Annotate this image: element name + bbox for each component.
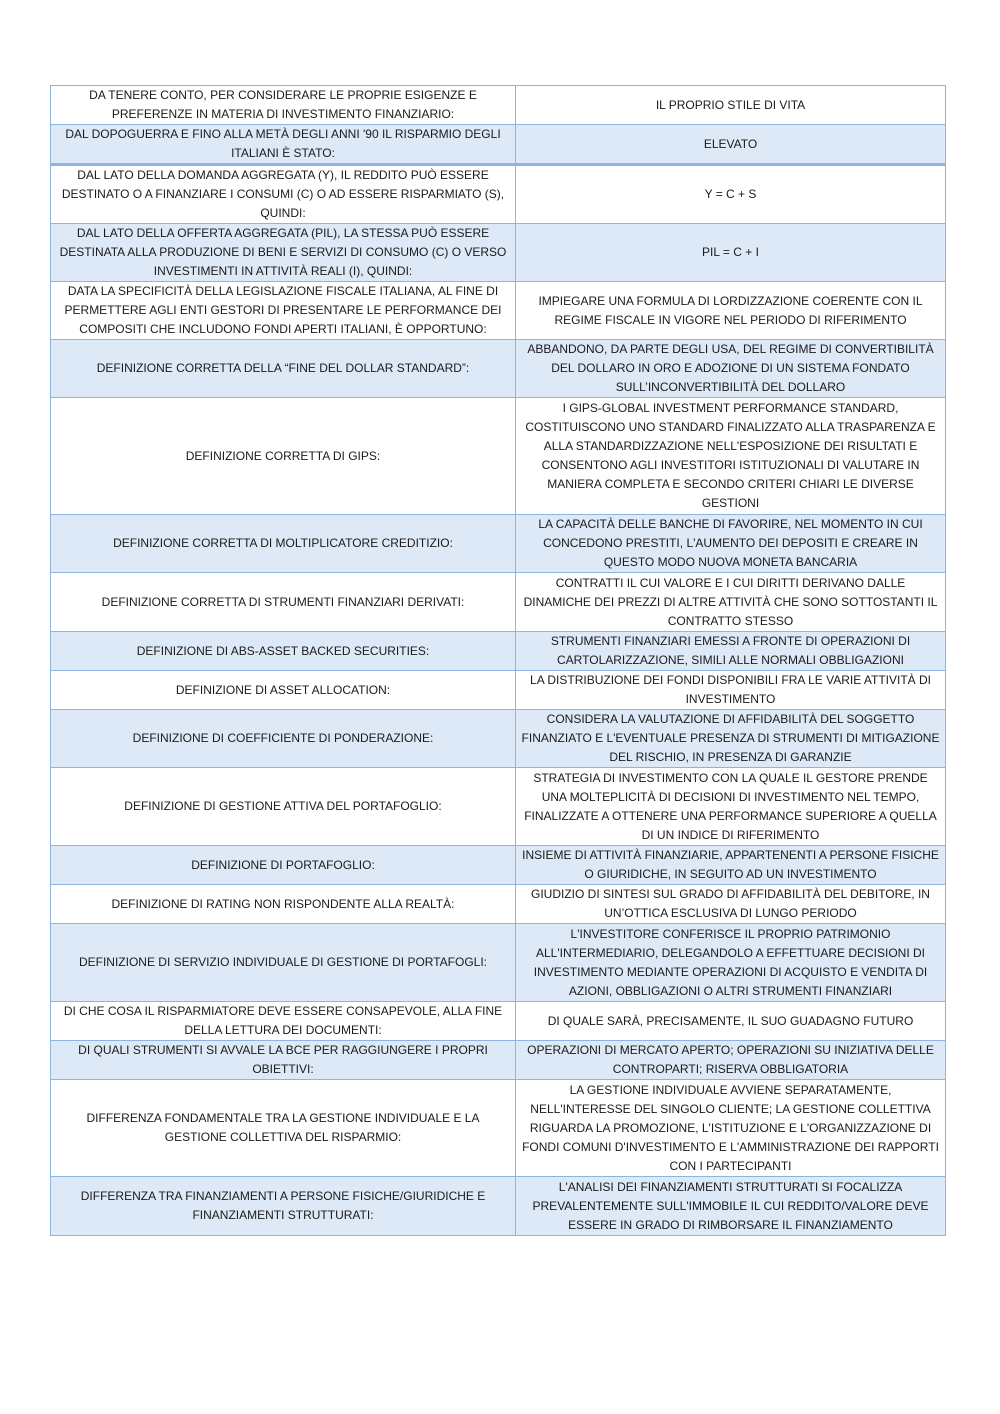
table-row <box>51 632 946 671</box>
question-cell: DEFINIZIONE CORRETTA DI MOLTIPLICATORE CREDITIZIO: <box>51 515 516 573</box>
table-row <box>51 224 946 282</box>
answer-cell: DI QUALE SARÀ, PRECISAMENTE, IL SUO GUADAGNO FUTURO <box>516 1002 946 1041</box>
table-row <box>51 125 946 165</box>
answer-cell: STRUMENTI FINANZIARI EMESSI A FRONTE DI OPERAZIONI DI CARTOLARIZZAZIONE, SIMILI ALLE NORMALI OBBLIGAZIONI <box>516 632 946 671</box>
answer-cell: LA GESTIONE INDIVIDUALE AVVIENE SEPARATAMENTE, NELL'INTERESSE DEL SINGOLO CLIENTE; LA GESTIONE COLLETTIVA RIGUARDA LA PROMOZIONE, L'ISTITUZIONE E L'ORGANIZZAZIONE DI FONDI COMUNI D'INVESTIMENTO E L'AMMINISTRAZIONE DEI RAPPORTI CON I PARTECIPANTI <box>516 1080 946 1177</box>
table-row <box>51 768 946 846</box>
answer-cell: L'ANALISI DEI FINANZIAMENTI STRUTTURATI SI FOCALIZZA PREVALENTEMENTE SULL'IMMOBILE IL CUI REDDITO/VALORE DEVE ESSERE IN GRADO DI RIMBORSARE IL FINANZIAMENTO <box>516 1177 946 1236</box>
question-cell: DEFINIZIONE CORRETTA DELLA “FINE DEL DOLLAR STANDARD”: <box>51 340 516 398</box>
question-cell: DEFINIZIONE DI PORTAFOGLIO: <box>51 846 516 885</box>
answer-cell: PIL = C + I <box>516 224 946 282</box>
answer-cell: LA DISTRIBUZIONE DEI FONDI DISPONIBILI FRA LE VARIE ATTIVITÀ DI INVESTIMENTO <box>516 671 946 710</box>
question-cell: DAL LATO DELLA OFFERTA AGGREGATA (PIL), LA STESSA PUÒ ESSERE DESTINATA ALLA PRODUZIONE DI BENI E SERVIZI DI CONSUMO (C) O VERSO INVESTIMENTI IN ATTIVITÀ REALI (I), QUINDI: <box>51 224 516 282</box>
table-row <box>51 885 946 924</box>
table-row <box>51 340 946 398</box>
question-cell: DEFINIZIONE DI ASSET ALLOCATION: <box>51 671 516 710</box>
table-row <box>51 671 946 710</box>
answer-cell: Y = C + S <box>516 165 946 224</box>
answer-cell: LA CAPACITÀ DELLE BANCHE DI FAVORIRE, NEL MOMENTO IN CUI CONCEDONO PRESTITI, L'AUMENTO DEI DEPOSITI E CREARE IN QUESTO MODO NUOVA MONETA BANCARIA <box>516 515 946 573</box>
question-cell: DI CHE COSA IL RISPARMIATORE DEVE ESSERE CONSAPEVOLE, ALLA FINE DELLA LETTURA DEI DOCUMENTI: <box>51 1002 516 1041</box>
answer-cell: ABBANDONO, DA PARTE DEGLI USA, DEL REGIME DI CONVERTIBILITÀ DEL DOLLARO IN ORO E ADOZIONE DI UN SISTEMA FONDATO SULL’INCONVERTIBILITÀ DEL DOLLARO <box>516 340 946 398</box>
question-cell: DI QUALI STRUMENTI SI AVVALE LA BCE PER RAGGIUNGERE I PROPRI OBIETTIVI: <box>51 1041 516 1080</box>
table-row <box>51 165 946 224</box>
answer-cell: IL PROPRIO STILE DI VITA <box>516 86 946 125</box>
question-cell: DIFFERENZA TRA FINANZIAMENTI A PERSONE FISICHE/GIURIDICHE E FINANZIAMENTI STRUTTURATI: <box>51 1177 516 1236</box>
table-row <box>51 1002 946 1041</box>
question-cell: DA TENERE CONTO, PER CONSIDERARE LE PROPRIE ESIGENZE E PREFERENZE IN MATERIA DI INVESTIMENTO FINANZIARIO: <box>51 86 516 125</box>
table-row <box>51 1041 946 1080</box>
question-cell: DAL DOPOGUERRA E FINO ALLA METÀ DEGLI ANNI '90 IL RISPARMIO DEGLI ITALIANI È STATO: <box>51 125 516 165</box>
answer-cell: I GIPS-GLOBAL INVESTMENT PERFORMANCE STANDARD, COSTITUISCONO UNO STANDARD FINALIZZATO ALLA TRASPARENZA E ALLA STANDARDIZZAZIONE NELL'ESPOSIZIONE DEI RISULTATI E CONSENTONO AGLI INVESTITORI ISTITUZIONALI DI VALUTARE IN MANIERA COMPLETA E SECONDO CRITERI CHIARI LE DIVERSE GESTIONI <box>516 398 946 515</box>
question-cell: DEFINIZIONE DI COEFFICIENTE DI PONDERAZIONE: <box>51 710 516 768</box>
table-row <box>51 282 946 340</box>
answer-cell: OPERAZIONI DI MERCATO APERTO; OPERAZIONI SU INIZIATIVA DELLE CONTROPARTI; RISERVA OBBLIGATORIA <box>516 1041 946 1080</box>
table-row <box>51 924 946 1002</box>
answer-cell: STRATEGIA DI INVESTIMENTO CON LA QUALE IL GESTORE PRENDE UNA MOLTEPLICITÀ DI DECISIONI DI INVESTIMENTO NEL TEMPO, FINALIZZATE A OTTENERE UNA PERFORMANCE SUPERIORE A QUELLA DI UN INDICE DI RIFERIMENTO <box>516 768 946 846</box>
question-cell: DAL LATO DELLA DOMANDA AGGREGATA (Y), IL REDDITO PUÒ ESSERE DESTINATO O A FINANZIARE I CONSUMI (C) O AD ESSERE RISPARMIATO (S), QUINDI: <box>51 165 516 224</box>
answer-cell: INSIEME DI ATTIVITÀ FINANZIARIE, APPARTENENTI A PERSONE FISICHE O GIURIDICHE, IN SEGUITO AD UN INVESTIMENTO <box>516 846 946 885</box>
answer-cell: GIUDIZIO DI SINTESI SUL GRADO DI AFFIDABILITÀ DEL DEBITORE, IN UN’OTTICA ESCLUSIVA DI LUNGO PERIODO <box>516 885 946 924</box>
question-cell: DEFINIZIONE DI SERVIZIO INDIVIDUALE DI GESTIONE DI PORTAFOGLI: <box>51 924 516 1002</box>
qa-table <box>50 85 946 1236</box>
table-row <box>51 1080 946 1177</box>
question-cell: DEFINIZIONE DI GESTIONE ATTIVA DEL PORTAFOGLIO: <box>51 768 516 846</box>
question-cell: DIFFERENZA FONDAMENTALE TRA LA GESTIONE INDIVIDUALE E LA GESTIONE COLLETTIVA DEL RISPARMIO: <box>51 1080 516 1177</box>
answer-cell: IMPIEGARE UNA FORMULA DI LORDIZZAZIONE COERENTE CON IL REGIME FISCALE IN VIGORE NEL PERIODO DI RIFERIMENTO <box>516 282 946 340</box>
answer-cell: CONSIDERA LA VALUTAZIONE DI AFFIDABILITÀ DEL SOGGETTO FINANZIATO E L'EVENTUALE PRESENZA DI STRUMENTI DI MITIGAZIONE DEL RISCHIO, IN PRESENZA DI GARANZIE <box>516 710 946 768</box>
answer-cell: CONTRATTI IL CUI VALORE E I CUI DIRITTI DERIVANO DALLE DINAMICHE DEI PREZZI DI ALTRE ATTIVITÀ CHE SONO SOTTOSTANTI IL CONTRATTO STESSO <box>516 573 946 632</box>
table-row <box>51 398 946 515</box>
question-cell: DEFINIZIONE CORRETTA DI GIPS: <box>51 398 516 515</box>
question-cell: DEFINIZIONE DI ABS-ASSET BACKED SECURITIES: <box>51 632 516 671</box>
table-row <box>51 515 946 573</box>
question-cell: DEFINIZIONE DI RATING NON RISPONDENTE ALLA REALTÀ: <box>51 885 516 924</box>
answer-cell: L'INVESTITORE CONFERISCE IL PROPRIO PATRIMONIO ALL'INTERMEDIARIO, DELEGANDOLO A EFFETTUARE DECISIONI DI INVESTIMENTO MEDIANTE OPERAZIONI DI ACQUISTO E VENDITA DI AZIONI, OBBLIGAZIONI O ALTRI STRUMENTI FINANZIARI <box>516 924 946 1002</box>
table-row <box>51 86 946 125</box>
question-cell: DEFINIZIONE CORRETTA DI STRUMENTI FINANZIARI DERIVATI: <box>51 573 516 632</box>
table-row <box>51 846 946 885</box>
question-cell: DATA LA SPECIFICITÀ DELLA LEGISLAZIONE FISCALE ITALIANA, AL FINE DI PERMETTERE AGLI ENTI GESTORI DI PRESENTARE LE PERFORMANCE DEI COMPOSITI CHE INCLUDONO FONDI APERTI ITALIANI, È OPPORTUNO: <box>51 282 516 340</box>
table-row <box>51 573 946 632</box>
table-row <box>51 710 946 768</box>
answer-cell: ELEVATO <box>516 125 946 165</box>
table-row <box>51 1177 946 1236</box>
